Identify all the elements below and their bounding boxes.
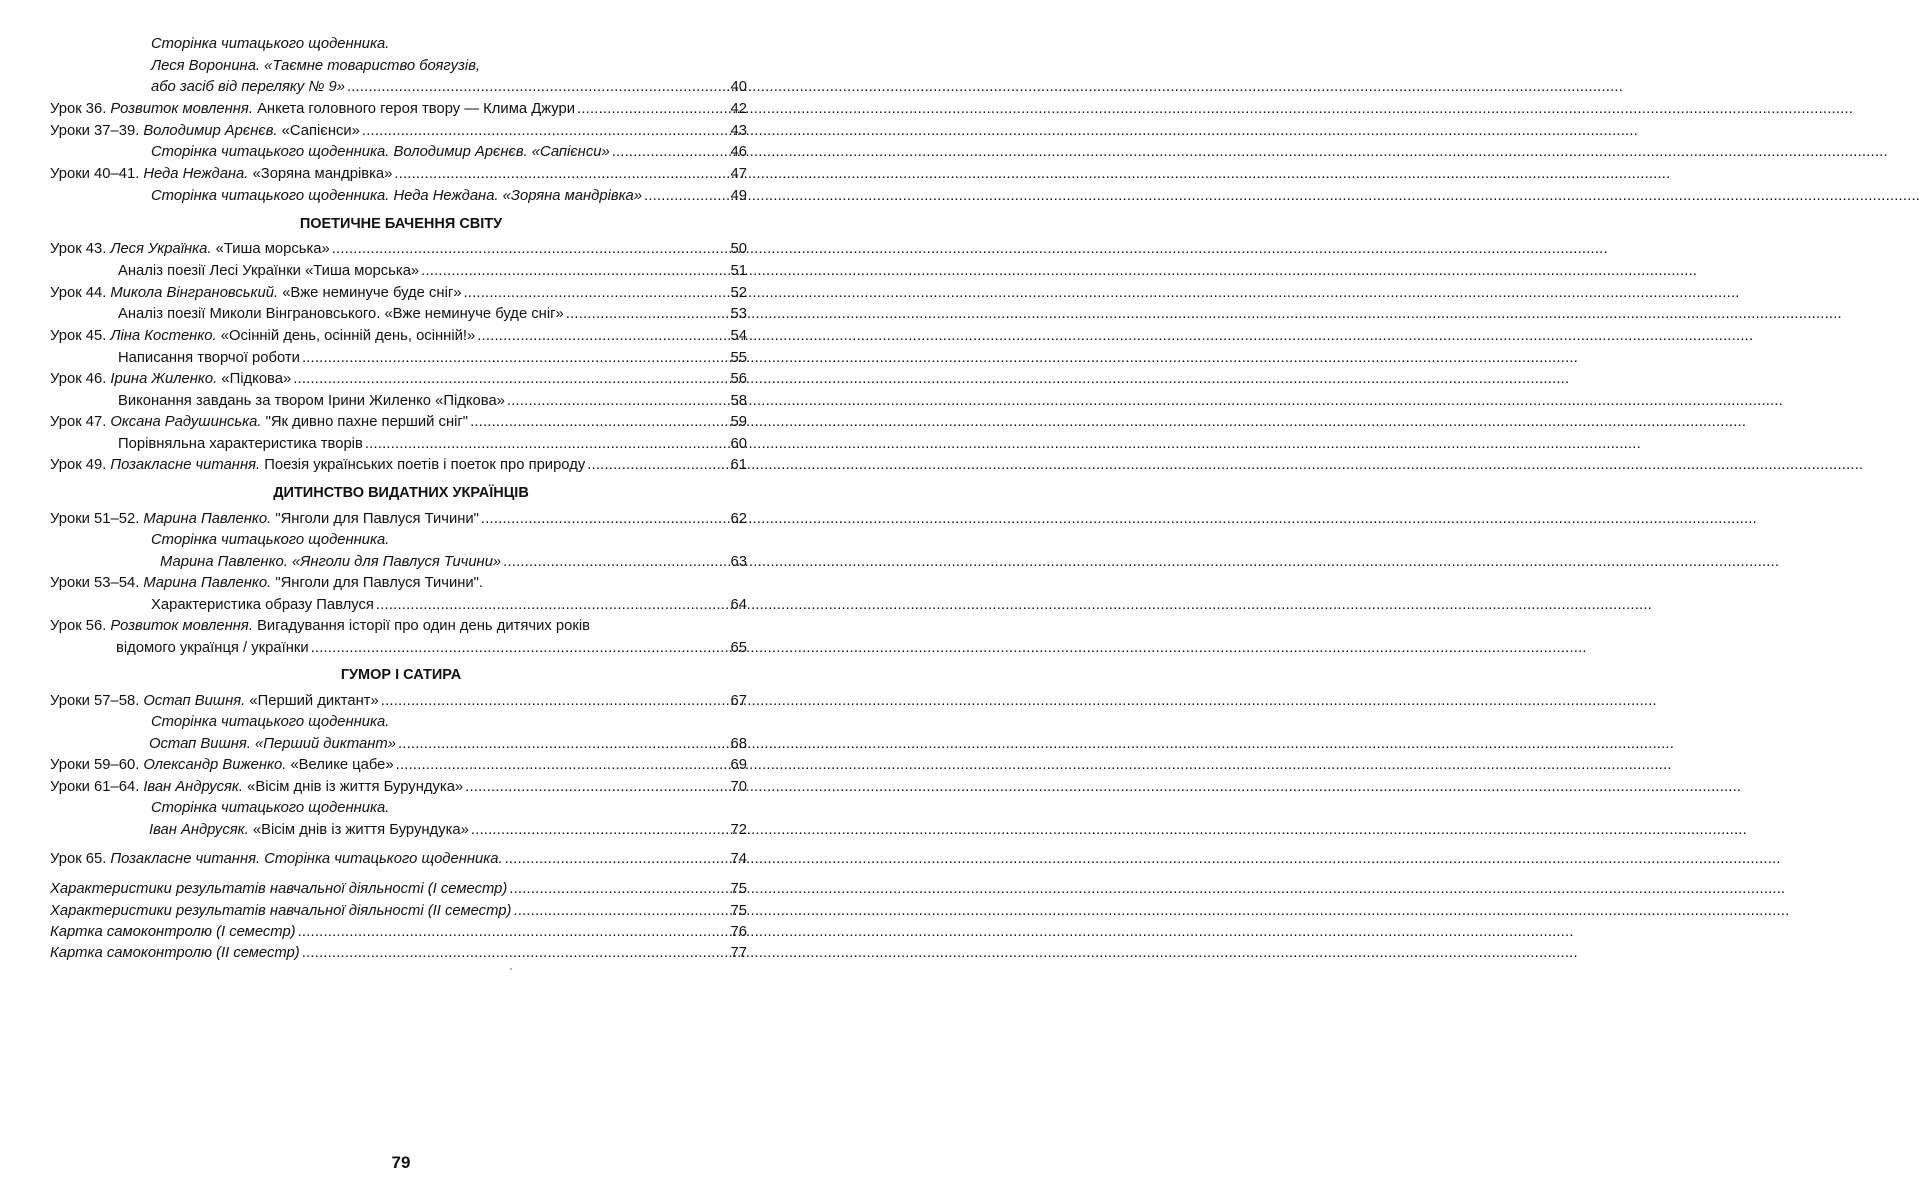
- toc-entry: Леся Воронина. «Таємне товариство боягузів,: [151, 58, 481, 74]
- leader-dots: [470, 411, 729, 433]
- page-number: 79: [391, 1153, 411, 1172]
- leader-dots: [503, 551, 729, 573]
- toc-entry: Виконання завдань за твором Ірини Жиленко «Підкова» ..... 58: [118, 390, 747, 412]
- page-ref: 52: [730, 285, 747, 301]
- page-ref: 70: [730, 779, 747, 795]
- toc-entry: Написання творчої роботи ..... 55: [118, 347, 747, 369]
- leader-dots: [509, 878, 729, 900]
- page-ref: 74: [730, 851, 747, 867]
- page-ref: 58: [730, 393, 747, 409]
- toc-entry: відомого українця / українки ..... 65: [116, 637, 747, 659]
- leader-dots: [302, 347, 730, 369]
- toc-entry: Сторінка читацького щоденника. Неда Неждана. «Зоряна мандрівка» ..... 49: [151, 185, 747, 207]
- toc-entry: Сторінка читацького щоденника.: [151, 36, 390, 52]
- toc-entry: Характеристики результатів навчальної діяльності (І семестр) ..... 75: [50, 878, 747, 900]
- leader-dots: [332, 238, 730, 260]
- page-ref: 77: [730, 945, 747, 961]
- leader-dots: [566, 303, 730, 325]
- leader-dots: [362, 120, 730, 142]
- page-ref: 51: [730, 263, 747, 279]
- page-ref: 42: [730, 101, 747, 117]
- toc-entry: Урок 44. Микола Вінграновський. «Вже неминуче буде сніг» ..... 52: [50, 282, 747, 304]
- lesson-number: Уроки 51–52.: [50, 511, 140, 527]
- toc-entry: Уроки 59–60. Олександр Виженко. «Велике цабе» ..... 69: [50, 754, 747, 776]
- leader-dots: [471, 819, 730, 841]
- toc-entry: Картка самоконтролю (ІІ семестр) ..... 77: [50, 942, 747, 964]
- lesson-number: Урок 65.: [50, 851, 107, 867]
- toc-entry: Уроки 51–52. Марина Павленко. "Янголи для Павлуся Тичини" ..... 62: [50, 508, 747, 530]
- toc-entry: Іван Андрусяк. «Вісім днів із життя Бурундука» ..... 72: [149, 819, 747, 841]
- page-ref: 59: [730, 414, 747, 430]
- leader-dots: [398, 733, 730, 755]
- leader-dots: [298, 921, 730, 943]
- page-ref: 56: [730, 371, 747, 387]
- leader-dots: [477, 325, 729, 347]
- leader-dots: [376, 594, 730, 616]
- page-ref: 50: [730, 241, 747, 257]
- toc-entry: Уроки 61–64. Іван Андрусяк. «Вісім днів із життя Бурундука» ..... 70: [50, 776, 747, 798]
- toc-entry: Урок 49. Позакласне читання. Поезія українських поетів і поеток про природу ..... 61: [50, 454, 747, 476]
- lesson-number: Урок 46.: [50, 371, 107, 387]
- toc-entry: Уроки 53–54. Марина Павленко. "Янголи для Павлуся Тичини".: [50, 572, 483, 594]
- toc-entry: Урок 47. Оксана Радушинська. "Як дивно пахне перший сніг" ..... 59: [50, 411, 747, 433]
- leader-dots: [481, 508, 730, 530]
- toc-entry: або засіб від переляку № 9» ..... 40: [151, 76, 747, 98]
- page-ref: 75: [730, 903, 747, 919]
- toc-entry: Аналіз поезії Миколи Вінграновського. «Вже неминуче буде сніг» ..... 53: [118, 303, 747, 325]
- toc-entry: Характеристика образу Павлуся ..... 64: [151, 594, 747, 616]
- toc-entry: Марина Павленко. «Янголи для Павлуся Тичини» ..... 63: [160, 551, 747, 573]
- toc-entry: Урок 56. Розвиток мовлення. Вигадування історії про один день дитячих років: [50, 615, 590, 637]
- toc-entry: Урок 65. Позакласне читання. Сторінка читацького щоденника. ..... 74: [50, 848, 747, 870]
- page-ref: 68: [730, 736, 747, 752]
- print-speck: [510, 968, 512, 970]
- lesson-number: Уроки 40–41.: [50, 166, 140, 182]
- leader-dots: [464, 282, 730, 304]
- toc-page: [0, 0, 802, 1200]
- page-ref: 64: [730, 597, 747, 613]
- lesson-number: Урок 43.: [50, 241, 107, 257]
- leader-dots: [513, 900, 729, 922]
- lesson-number: Уроки 53–54.: [50, 575, 140, 591]
- lesson-number: Уроки 59–60.: [50, 757, 140, 773]
- page-ref: 62: [730, 511, 747, 527]
- section-title: ПОЕТИЧНЕ БАЧЕННЯ СВІТУ: [299, 216, 503, 232]
- page-ref: 55: [730, 350, 747, 366]
- lesson-number: Урок 49.: [50, 457, 107, 473]
- leader-dots: [311, 637, 730, 659]
- toc-entry: Сторінка читацького щоденника.: [151, 800, 390, 816]
- section-title: ГУМОР І САТИРА: [340, 667, 462, 683]
- page-ref: 69: [730, 757, 747, 773]
- page-ref: 46: [730, 144, 747, 160]
- leader-dots: [396, 754, 730, 776]
- page-ref: 67: [730, 693, 747, 709]
- leader-dots: [505, 848, 730, 870]
- page-ref: 49: [730, 188, 747, 204]
- leader-dots: [394, 163, 729, 185]
- page-ref: 40: [730, 79, 747, 95]
- toc-entry: Сторінка читацького щоденника. Володимир Арєнєв. «Сапієнси» ..... 46: [151, 141, 747, 163]
- lesson-number: Уроки 61–64.: [50, 779, 140, 795]
- page-ref: 53: [730, 306, 747, 322]
- lesson-number: Урок 45.: [50, 328, 107, 344]
- page-ref: 61: [730, 457, 747, 473]
- toc-entry: Остап Вишня. «Перший диктант» ..... 68: [149, 733, 747, 755]
- leader-dots: [381, 690, 730, 712]
- leader-dots: [421, 260, 729, 282]
- lesson-number: Урок 47.: [50, 414, 107, 430]
- leader-dots: [644, 185, 730, 207]
- leader-dots: [577, 98, 730, 120]
- page-ref: 43: [730, 123, 747, 139]
- toc-entry: Уроки 37–39. Володимир Арєнєв. «Сапієнси» ..... 43: [50, 120, 747, 142]
- lesson-number: Урок 56.: [50, 618, 107, 634]
- toc-entry: Урок 45. Ліна Костенко. «Осінній день, осінній день, осінній!» ..... 54: [50, 325, 747, 347]
- leader-dots: [587, 454, 729, 476]
- toc-entry: Урок 46. Ірина Жиленко. «Підкова» ..... 56: [50, 368, 747, 390]
- lesson-number: Уроки 37–39.: [50, 123, 140, 139]
- page-ref: 65: [730, 640, 747, 656]
- leader-dots: [302, 942, 730, 964]
- leader-dots: [293, 368, 729, 390]
- page-ref: 72: [730, 822, 747, 838]
- leader-dots: [465, 776, 729, 798]
- toc-entry: Урок 36. Розвиток мовлення. Анкета головного героя твору — Клима Джури ..... 42: [50, 98, 747, 120]
- page-ref: 76: [730, 924, 747, 940]
- page-ref: 63: [730, 554, 747, 570]
- toc-entry: Картка самоконтролю (І семестр) ..... 76: [50, 921, 747, 943]
- page-ref: 54: [730, 328, 747, 344]
- lesson-number: Урок 44.: [50, 285, 107, 301]
- page-ref: 47: [730, 166, 747, 182]
- toc-entry: Аналіз поезії Лесі Українки «Тиша морська» ..... 51: [118, 260, 747, 282]
- page-ref: 75: [730, 881, 747, 897]
- toc-entry: Порівняльна характеристика творів ..... 60: [118, 433, 747, 455]
- leader-dots: [365, 433, 730, 455]
- leader-dots: [507, 390, 730, 412]
- leader-dots: [612, 141, 730, 163]
- lesson-number: Уроки 57–58.: [50, 693, 140, 709]
- toc-entry: Характеристики результатів навчальної діяльності (ІІ семестр) ..... 75: [50, 900, 747, 922]
- toc-entry: Уроки 40–41. Неда Неждана. «Зоряна мандрівка» ..... 47: [50, 163, 747, 185]
- toc-entry: Урок 43. Леся Українка. «Тиша морська» ..... 50: [50, 238, 747, 260]
- lesson-number: Урок 36.: [50, 101, 107, 117]
- toc-entry: Сторінка читацького щоденника.: [151, 532, 390, 548]
- page-ref: 60: [730, 436, 747, 452]
- toc-entry: Сторінка читацького щоденника.: [151, 714, 390, 730]
- leader-dots: [347, 76, 730, 98]
- toc-entry: Уроки 57–58. Остап Вишня. «Перший диктант» ..... 67: [50, 690, 747, 712]
- section-title: ДИТИНСТВО ВИДАТНИХ УКРАЇНЦІВ: [273, 485, 529, 501]
